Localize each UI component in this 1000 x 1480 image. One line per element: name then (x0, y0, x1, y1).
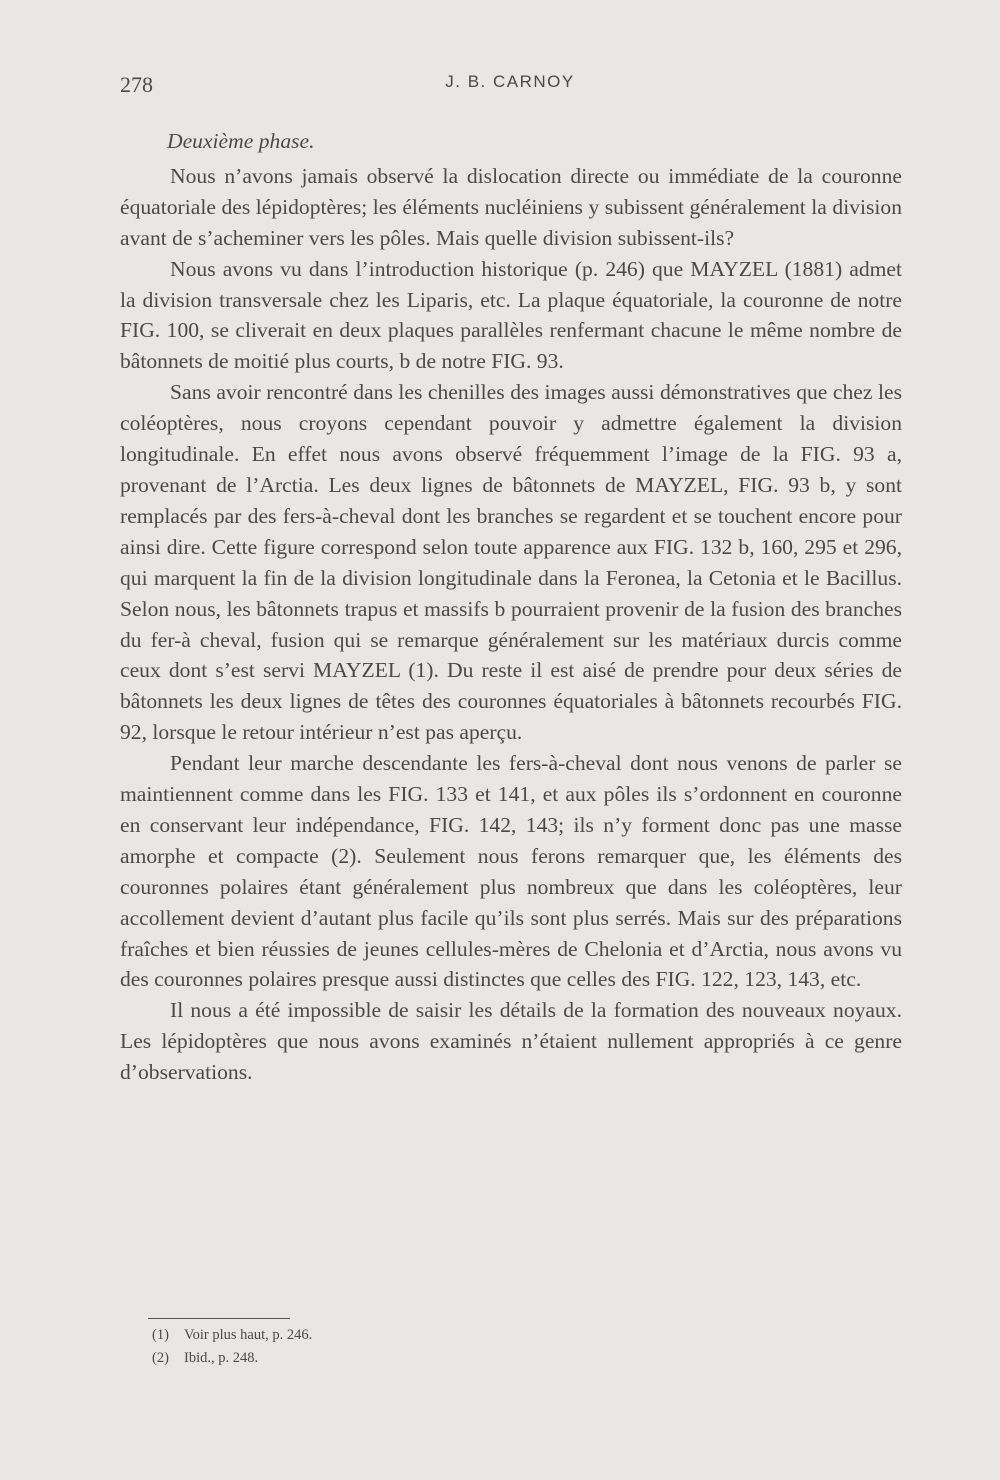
page-header (120, 72, 900, 102)
footnote-text: Voir plus haut, p. 246. (184, 1327, 313, 1343)
footnote-divider (148, 1318, 290, 1319)
paragraph-3: Sans avoir rencontré dans les chenilles des images aussi démonstratives que chez les coléoptères, nous croyons cependant pouvoir y admettre également la division longitudinale. En effet nous avons observé fréquemment l’image de la FIG. 93 a, provenant de l’Arctia. Les deux lignes de bâtonnets de MAYZEL, FIG. 93 b, y sont remplacés par des fers-à-cheval dont les branches se regardent et se touchent encore pour ainsi dire. Cette figure correspond selon toute apparence aux FIG. 132 b, 160, 295 et 296, qui marquent la fin de la division longitudinale dans la Feronea, la Cetonia et le Bacillus. Selon nous, les bâtonnets trapus et massifs b pourraient provenir de la fusion des branches du fer-à cheval, fusion qui se remarque généralement sur les matériaux durcis comme ceux dont s’est servi MAYZEL (1). Du reste il est aisé de prendre pour deux séries de bâtonnets les deux lignes de têtes des couronnes équatoriales à bâtonnets recourbés FIG. 92, lorsque le retour intérieur n’est pas aperçu. (120, 380, 902, 745)
footnote-2 (152, 1347, 312, 1370)
footnote-1 (152, 1324, 312, 1347)
footnote-marker: (2) (152, 1350, 169, 1366)
paragraph-2: Nous avons vu dans l’introduction historique (p. 246) que MAYZEL (1881) admet la division transversale chez les Liparis, etc. La plaque équatoriale, la couronne de notre FIG. 100, se cliverait en deux plaques parallèles renfermant chacune le même nombre de bâtonnets de moitié plus courts, b de notre FIG. 93. (120, 256, 902, 374)
running-head: J. B. CARNOY (445, 72, 575, 91)
footnote-text: Ibid., p. 248. (184, 1350, 259, 1366)
footnote-marker: (1) (152, 1327, 169, 1343)
paragraph-4: Pendant leur marche descendante les fers-à-cheval dont nous venons de parler se maintiennent comme dans les FIG. 133 et 141, et aux pôles ils s’ordonnent en couronne en conservant leur indépendance, FIG. 142, 143; ils n’y forment donc pas une masse amorphe et compacte (2). Seulement nous ferons remarquer que, les éléments des couronnes polaires étant généralement plus nombreux que dans les coléoptères, leur accollement devient d’autant plus facile qu’ils sont plus serrés. Mais sur des préparations fraîches et bien réussies de jeunes cellules-mères de Chelonia et d’Arctia, nous avons vu des couronnes polaires presque aussi distinctes que celles des FIG. 122, 123, 143, etc. (120, 751, 902, 992)
page-number: 278 (120, 72, 153, 97)
footnotes (152, 1324, 312, 1370)
body-text (120, 126, 902, 1088)
paragraph-1: Nous n’avons jamais observé la dislocation directe ou immédiate de la couronne équatoriale des lépidoptères; les éléments nucléiniens y subissent généralement la division avant de s’acheminer vers les pôles. Mais quelle division subissent-ils? (120, 163, 902, 250)
paragraph-5: Il nous a été impossible de saisir les détails de la formation des nouveaux noyaux. Les lépidoptères que nous avons examinés n’étaient nullement appropriés à ce genre d’observations. (120, 998, 902, 1085)
section-title: Deuxième phase. (167, 129, 315, 153)
